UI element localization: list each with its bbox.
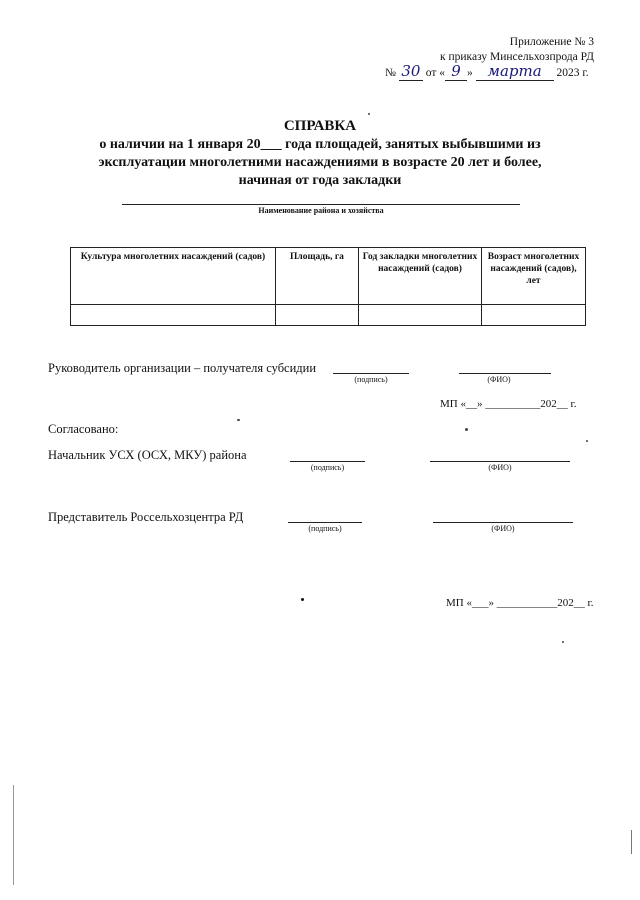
head-signature-line[interactable] xyxy=(333,373,409,374)
annex-order-line xyxy=(385,62,589,81)
scan-speck xyxy=(465,428,468,431)
scan-edge-mark xyxy=(631,830,632,854)
order-no-prefix: № xyxy=(385,67,396,79)
scan-speck xyxy=(562,641,564,643)
district-caption: Наименование района и хозяйства xyxy=(258,206,384,215)
order-month: марта xyxy=(476,62,554,81)
table-cell[interactable] xyxy=(71,305,276,326)
scan-speck xyxy=(586,440,588,442)
usx-signature-line[interactable] xyxy=(290,461,365,462)
table-row xyxy=(71,305,586,326)
rsc-representative-label: Представитель Россельхозцентра РД xyxy=(48,510,244,524)
order-from-prefix: от « xyxy=(425,67,445,79)
head-fio-line[interactable] xyxy=(459,373,551,374)
order-year: 2023 г. xyxy=(556,67,589,79)
header-culture: Культура многолетних насаждений (садов) xyxy=(71,248,276,305)
document-title: СПРАВКА xyxy=(283,118,357,134)
usx-fio-caption: (ФИО) xyxy=(488,463,512,472)
table-cell[interactable] xyxy=(359,305,482,326)
header-year: Год закладки многолетних насаждений (садов) xyxy=(359,248,482,305)
header-age: Возраст многолетних насаждений (садов), лет xyxy=(482,248,586,305)
order-day: 9 xyxy=(445,62,467,81)
head-stamp-line: МП «__» __________202__ г. xyxy=(440,398,577,410)
table-cell[interactable] xyxy=(482,305,586,326)
order-quote-close: » xyxy=(466,67,473,79)
table-header-row xyxy=(71,248,586,305)
usx-fio-line[interactable] xyxy=(430,461,570,462)
head-label: Руководитель организации – получателя субсидии xyxy=(48,361,317,375)
rsc-fio-caption: (ФИО) xyxy=(491,524,515,533)
rsc-fio-line[interactable] xyxy=(433,522,573,523)
table-cell[interactable] xyxy=(276,305,359,326)
rsc-signature-caption: (подпись) xyxy=(308,524,342,533)
scan-edge-mark xyxy=(13,785,14,885)
head-fio-caption: (ФИО) xyxy=(487,375,511,384)
agreed-label: Согласовано: xyxy=(48,422,119,436)
usx-signature-caption: (подпись) xyxy=(310,463,345,472)
head-signature-caption: (подпись) xyxy=(354,375,388,384)
annex-line-1: Приложение № 3 xyxy=(509,36,594,48)
plantings-table xyxy=(70,247,586,326)
title-line-1: о наличии на 1 января 20___ года площадей, занятых выбывшими из xyxy=(99,137,541,152)
rsc-signature-line[interactable] xyxy=(288,522,362,523)
annex-line-2: к приказу Минсельхозпрода РД xyxy=(440,51,594,63)
district-underline xyxy=(122,204,520,205)
title-line-3: начиная от года закладки xyxy=(238,173,402,188)
scan-speck xyxy=(237,419,240,421)
usx-head-label: Начальник УСХ (ОСХ, МКУ) района xyxy=(48,448,247,462)
scan-speck xyxy=(368,113,370,115)
order-number: 30 xyxy=(399,62,423,81)
title-line-2: эксплуатации многолетними насаждениями в возрасте 20 лет и более, xyxy=(98,155,542,170)
header-area: Площадь, га xyxy=(276,248,359,305)
final-stamp-line: МП «___» ___________202__ г. xyxy=(446,597,594,609)
scan-speck xyxy=(301,598,304,601)
